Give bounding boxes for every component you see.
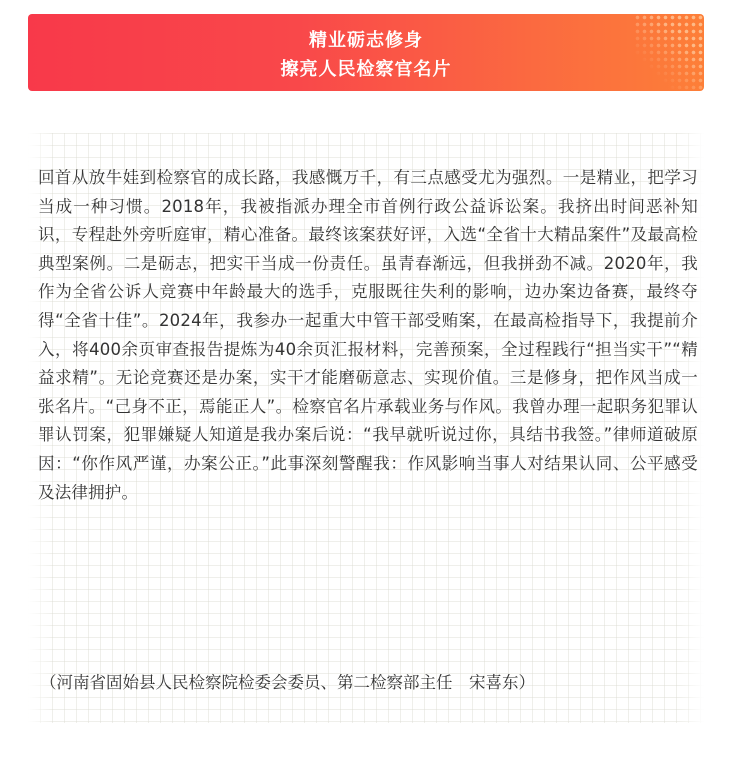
title-banner [28,14,704,91]
author-signature: （河南省固始县人民检察院检委会委员、第二检察部主任 宋喜东） [40,673,535,692]
article-body: 回首从放牛娃到检察官的成长路，我感慨万千，有三点感受尤为强烈。一是精业，把学习当成一种习惯。2018年，我被指派办理全市首例行政公益诉讼案。我挤出时间恶补知识，专程赴外旁听庭审，精心准备。最终该案获好评，入选“全省十大精品案件”及最高检典型案例。二是砺志，把实干当成一份责任。虽青春渐远，但我拼劲不减。2020年，我作为全省公诉人竞赛中年龄最大的选手，克服既往失利的影响，边办案边备赛，最终夺得“全省十佳”。2024年，我参办一起重大中管干部受贿案，在最高检指导下，我提前介入，将400余页审查报告提炼为40余页汇报材料，完善预案，全过程践行“担当实干”“精益求精”。无论竞赛还是办案，实干才能磨砺意志、实现价值。三是修身，把作风当成一张名片。“己身不正，焉能正人”。检察官名片承载业务与作风。我曾办理一起职务犯罪认罪认罚案，犯罪嫌疑人知道是我办案后说：“我早就听说过你，具结书我签。”律师道破原因：“你作风严谨，办案公正。”此事深刻警醒我：作风影响当事人对结果认同、公平感受及法律拥护。 [38,168,698,502]
banner-title-line-2: 擦亮人民检察官名片 [280,59,452,80]
banner-title-line-1: 精业砺志修身 [309,30,423,51]
